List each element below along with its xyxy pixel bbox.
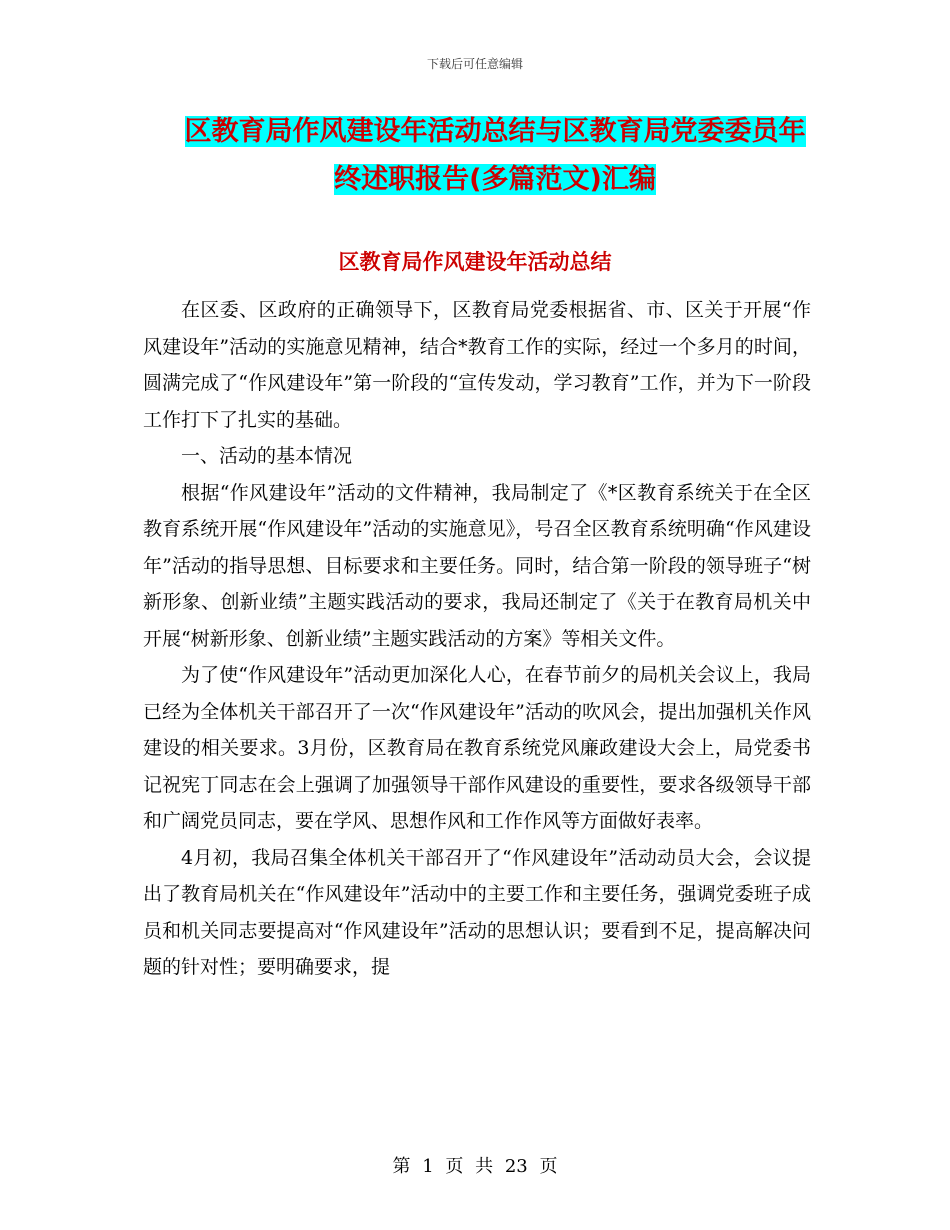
document-title (145, 108, 845, 204)
page-number-footer: 第 1 页 共 23 页 (392, 1156, 558, 1177)
header-note: 下载后可任意编辑 (426, 57, 523, 71)
paragraph: 4月初，我局召集全体机关干部召开了“作风建设年”活动动员大会，会议提出了教育局机关在“作风建设年”活动中的主要工作和主要任务，强调党委班子成员和机关同志要提高对“作风建设年”活动的思想认识；要看到不足，提高解决问题的针对性；要明确要求，提 (143, 846, 811, 978)
paragraph: 根据“作风建设年”活动的文件精神，我局制定了《*区教育系统关于在全区教育系统开展“作风建设年”活动的实施意见》，号召全区教育系统明确“作风建设年”活动的指导思想、目标要求和主要任务。同时，结合第一阶段的领导班子“树新形象、创新业绩”主题实践活动的要求，我局还制定了《关于在教育局机关中开展“树新形象、创新业绩”主题实践活动的方案》等相关文件。 (143, 481, 811, 650)
document-title-line-1: 区教育局作风建设年活动总结与区教育局党委委员年 (184, 116, 806, 147)
paragraph: 为了使“作风建设年”活动更加深化人心，在春节前夕的局机关会议上，我局已经为全体机关干部召开了一次“作风建设年”活动的吹风会，提出加强机关作风建设的相关要求。3月份，区教育局在教育系统党风廉政建设大会上，局党委书记祝宪丁同志在会上强调了加强领导干部作风建设的重要性，要求各级领导干部和广阔党员同志，要在学风、思想作风和工作作风等方面做好表率。 (143, 664, 811, 832)
document-title-line-2: 终述职报告(多篇范文)汇编 (334, 164, 656, 195)
paragraph-heading: 一、活动的基本情况 (181, 445, 353, 467)
section-title: 区教育局作风建设年活动总结 (338, 250, 612, 274)
document-body (143, 292, 811, 986)
paragraph: 在区委、区政府的正确领导下，区教育局党委根据省、市、区关于开展“作风建设年”活动的实施意见精神，结合*教育工作的实际，经过一个多月的时间，圆满完成了“作风建设年”第一阶段的“宣传发动，学习教育”工作，并为下一阶段工作打下了扎实的基础。 (143, 299, 811, 431)
